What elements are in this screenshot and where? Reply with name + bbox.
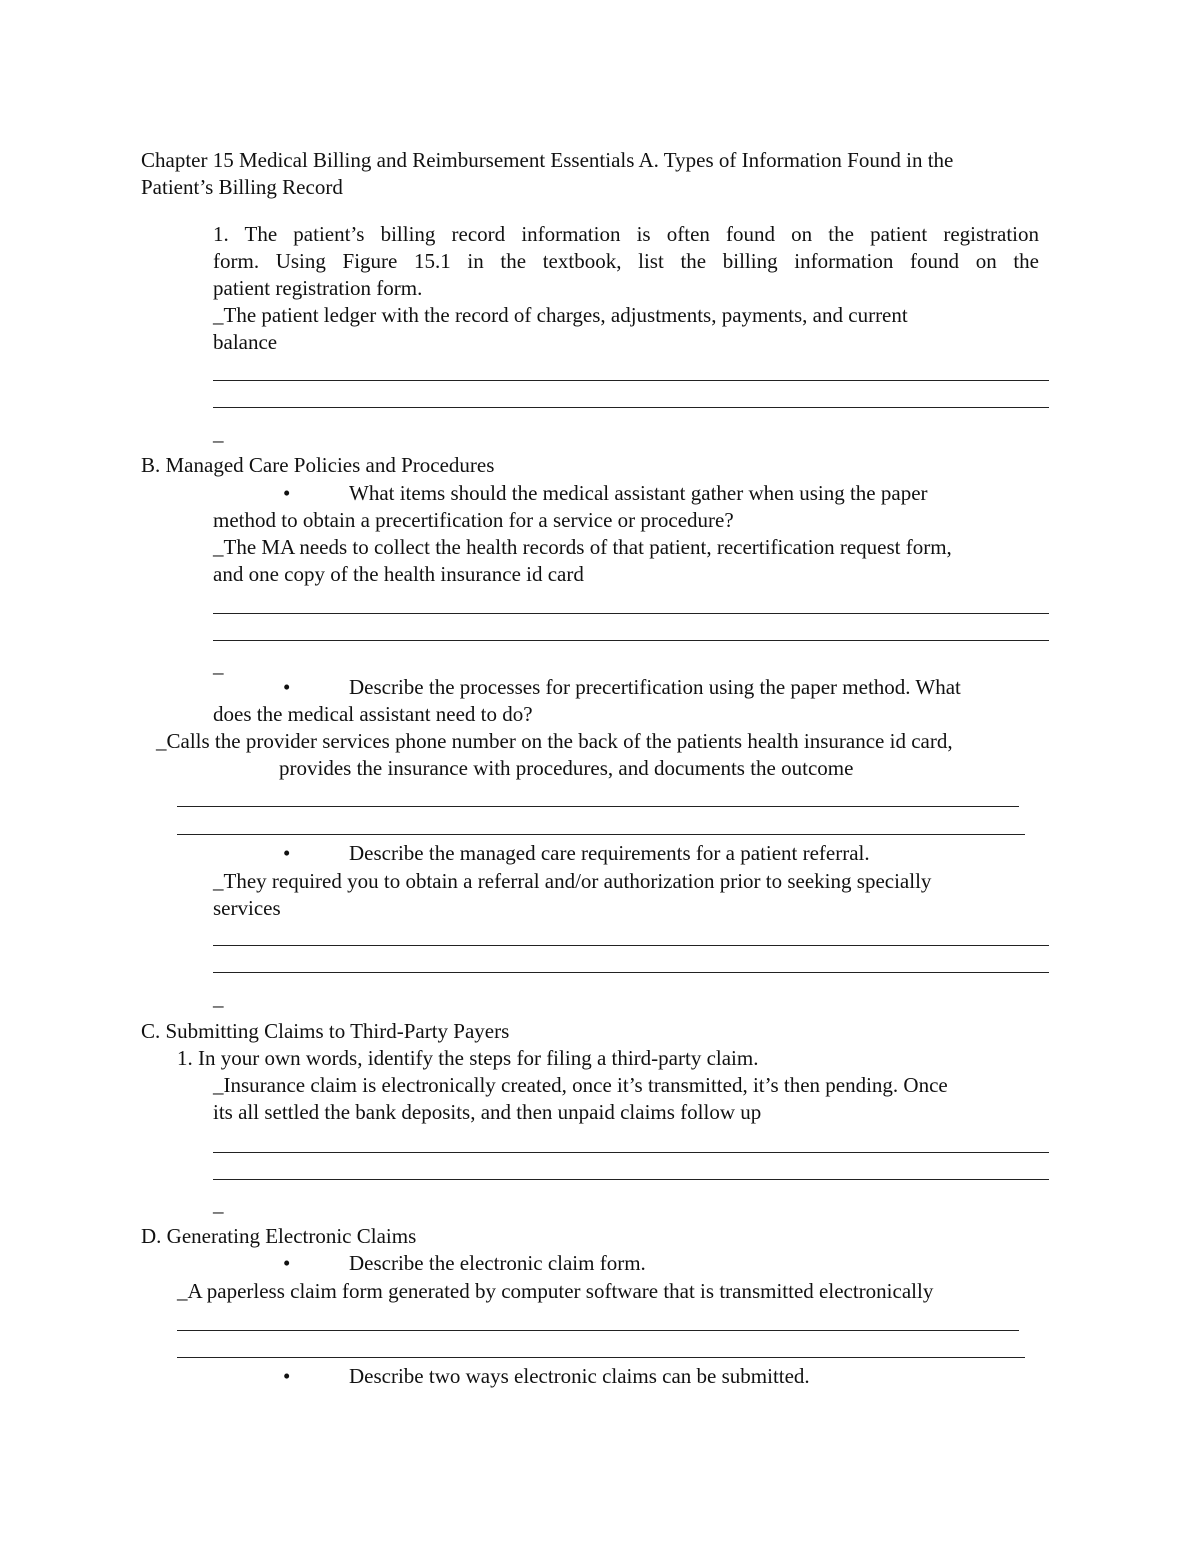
question-c1: 1. In your own words, identify the steps for filing a third-party claim.	[177, 1046, 759, 1070]
answer-d1: _A paperless claim form generated by computer software that is transmitted electronically	[177, 1279, 934, 1303]
bullet: •	[283, 1364, 291, 1388]
answer-a1-underscore: _	[213, 421, 224, 445]
answer-rule	[177, 806, 1019, 807]
answer-b1-underscore: _	[213, 653, 224, 677]
question-a1-line-3: patient registration form.	[213, 276, 423, 300]
question-b3-line-1: Describe the managed care requirements for a patient referral.	[349, 841, 870, 865]
answer-b3-line-1: _They required you to obtain a referral and/or authorization prior to seeking specially	[213, 869, 932, 893]
answer-c1-line-2: its all settled the bank deposits, and then unpaid claims follow up	[213, 1100, 762, 1124]
question-b2-line-1: Describe the processes for precertification using the paper method. What	[349, 675, 961, 699]
section-c-heading: C. Submitting Claims to Third-Party Payers	[141, 1019, 510, 1043]
answer-b1-line-1: _The MA needs to collect the health records of that patient, recertification request form,	[213, 535, 952, 559]
question-b2-line-2: does the medical assistant need to do?	[213, 702, 533, 726]
answer-rule	[177, 1357, 1025, 1358]
answer-b3-line-2: services	[213, 896, 281, 920]
answer-rule	[213, 972, 1049, 973]
bullet: •	[283, 675, 291, 699]
document-title-line-2: Patient’s Billing Record	[141, 175, 343, 199]
answer-b2-line-2: provides the insurance with procedures, and documents the outcome	[279, 756, 854, 780]
question-a1-line-2: form. Using Figure 15.1 in the textbook, list the billing information found on the	[213, 249, 1039, 273]
answer-a1-line-2: balance	[213, 330, 278, 354]
answer-rule	[213, 380, 1049, 381]
answer-b2-line-1: _Calls the provider services phone number on the back of the patients health insurance id card,	[156, 729, 953, 753]
answer-rule	[213, 1179, 1049, 1180]
answer-rule	[213, 613, 1049, 614]
answer-rule	[213, 407, 1049, 408]
answer-rule	[213, 1152, 1049, 1153]
question-a1-line-1: 1. The patient’s billing record information is often found on the patient registration	[213, 222, 1039, 246]
answer-rule	[177, 1330, 1019, 1331]
answer-c1-underscore: _	[213, 1192, 224, 1216]
section-d-heading: D. Generating Electronic Claims	[141, 1224, 417, 1248]
question-b1-line-2: method to obtain a precertification for a service or procedure?	[213, 508, 734, 532]
answer-rule	[213, 640, 1049, 641]
answer-c1-line-1: _Insurance claim is electronically created, once it’s transmitted, it’s then pending. Once	[213, 1073, 948, 1097]
answer-a1-line-1: _The patient ledger with the record of charges, adjustments, payments, and current	[213, 303, 908, 327]
question-d1: Describe the electronic claim form.	[349, 1251, 646, 1275]
bullet: •	[283, 1251, 291, 1275]
answer-b3-underscore: _	[213, 986, 224, 1010]
bullet: •	[283, 481, 291, 505]
section-b-heading: B. Managed Care Policies and Procedures	[141, 453, 495, 477]
answer-b1-line-2: and one copy of the health insurance id card	[213, 562, 584, 586]
bullet: •	[283, 841, 291, 865]
answer-rule	[213, 945, 1049, 946]
question-b1-line-1: What items should the medical assistant gather when using the paper	[349, 481, 928, 505]
question-d2: Describe two ways electronic claims can be submitted.	[349, 1364, 810, 1388]
document-title-line-1: Chapter 15 Medical Billing and Reimbursement Essentials A. Types of Information Found in the	[141, 148, 954, 172]
answer-rule	[177, 834, 1025, 835]
